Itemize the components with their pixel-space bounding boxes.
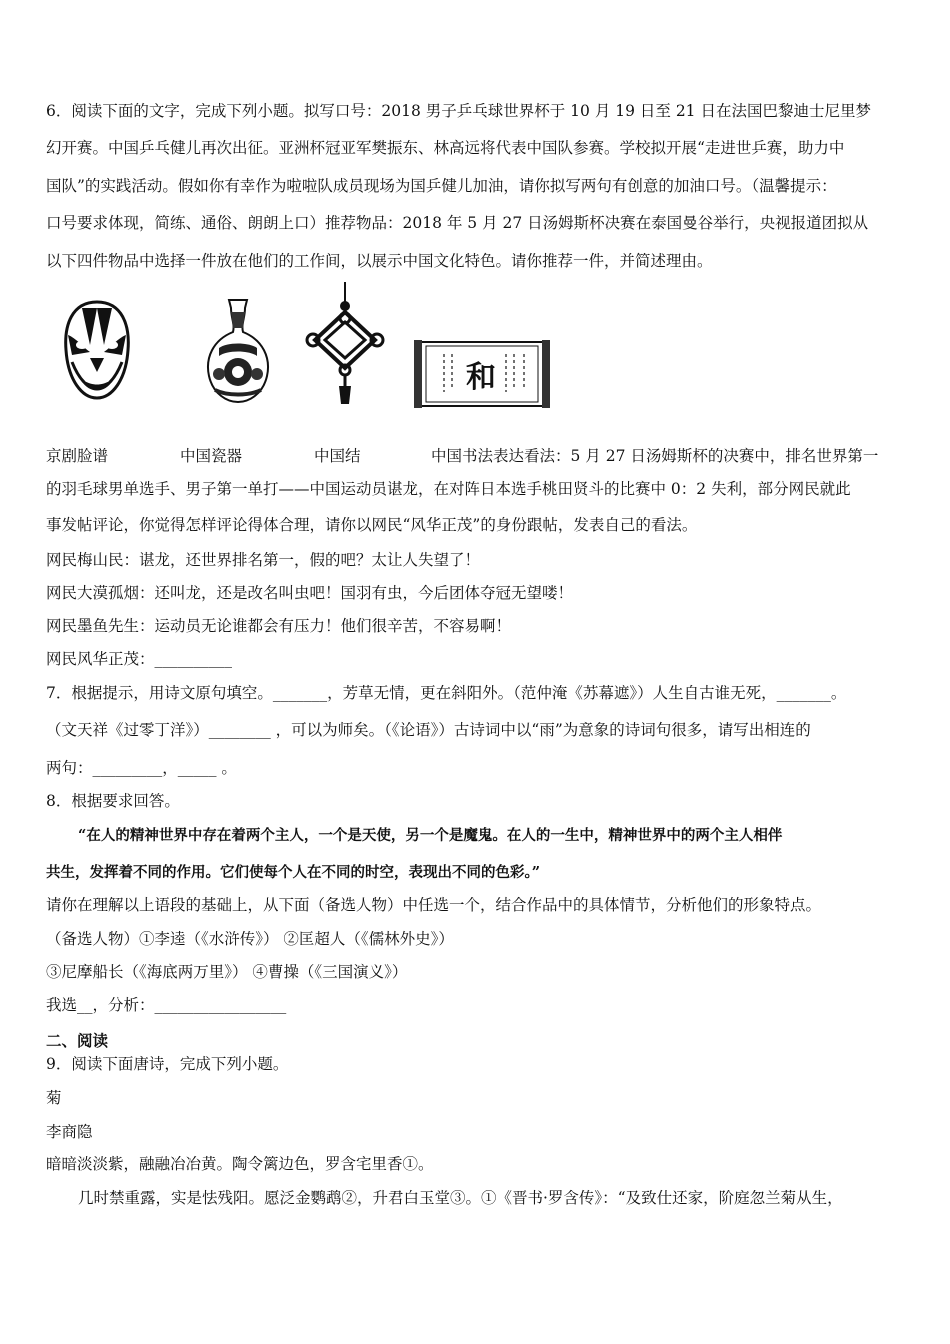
- poem-author: 李商隐: [46, 1123, 93, 1141]
- q6-line-5: 以下四件物品中选择一件放在他们的工作间，以展示中国文化特色。请你推荐一件，并简述理由。: [46, 252, 713, 270]
- porcelain-vase-image: [205, 298, 271, 408]
- caption-calligraphy: 中国书法表达看法：5 月 27 日汤姆斯杯的决赛中，排名世界第一: [431, 447, 879, 465]
- q8-candidates-1: （备选人物）①李逵（《水浒传》） ②匡超人（《儒林外史》）: [46, 930, 454, 948]
- q8-candidates-2: ③尼摩船长（《海底两万里》） ④曹操（《三国演义》）: [46, 963, 408, 981]
- q8-quote-line-2: 共生，发挥着不同的作用。它们使每个人在不同的时空，表现出不同的色彩。”: [46, 864, 541, 881]
- q8-title: 8．根据要求回答。: [46, 792, 180, 810]
- q6-comment-meishanmin: 网民梅山民：谌龙，还世界排名第一，假的吧？太让人失望了！: [46, 551, 481, 569]
- q6-comment-fenghuazhengmao: 网民风华正茂：__________: [46, 650, 233, 668]
- q6-line-1: 6．阅读下面的文字，完成下列小题。拟写口号：2018 男子乒乓球世界杯于 10 月 19 日至 21 日在法国巴黎迪士尼里梦: [46, 102, 871, 120]
- caption-porcelain: 中国瓷器: [180, 447, 243, 465]
- q7-line-3: 两句：_________，_____ 。: [46, 759, 237, 777]
- q6-after-line-1: 的羽毛球男单选手、男子第一单打——中国运动员谌龙，在对阵日本选手桃田贤斗的比赛中 0：2 失利，部分网民就此: [46, 480, 851, 498]
- q6-line-3: 国队”的实践活动。假如你有幸作为啦啦队成员现场为国乒健儿加油，请你拟写两句有创意的加油口号。（温馨提示：: [46, 177, 837, 195]
- q6-line-4: 口号要求体现，简练、通俗、朗朗上口）推荐物品：2018 年 5 月 27 日汤姆斯杯决赛在泰国曼谷举行，央视报道团拟从: [46, 214, 869, 232]
- caption-opera-mask: 京剧脸谱: [46, 447, 109, 465]
- q6-after-line-2: 事发帖评论，你觉得怎样评论得体合理，请你以网民“风华正茂”的身份跟帖，发表自己的看法。: [46, 516, 698, 534]
- q8-answer-line: 我选__，分析：_________________: [46, 996, 287, 1014]
- q6-line-2: 幻开赛。中国乒乓健儿再次出征。亚洲杯冠亚军樊振东、林高远将代表中国队参赛。学校拟开展“走进世乒赛，助力中: [46, 139, 845, 157]
- q7-line-1: 7．根据提示，用诗文原句填空。_______，芳草无情，更在斜阳外。（范仲淹《苏幕遮》）人生自古谁无死，_______。: [46, 684, 847, 702]
- q6-comment-moyuxiansheng: 网民墨鱼先生：运动员无论谁都会有压力！他们很辛苦，不容易啊！: [46, 617, 512, 635]
- section-2-title: 二、阅读: [46, 1031, 109, 1050]
- poem-title: 菊: [46, 1089, 62, 1107]
- q8-line-1: 请你在理解以上语段的基础上，从下面（备选人物）中任选一个，结合作品中的具体情节，分析他们的形象特点。: [46, 896, 822, 914]
- q9-title: 9．阅读下面唐诗，完成下列小题。: [46, 1055, 289, 1073]
- poem-line-2: 几时禁重露，实是怯残阳。愿泛金鹦鹉②，升君白玉堂③。①《晋书·罗含传》：“及致仕还家，阶庭忽兰菊从生，: [78, 1189, 843, 1207]
- calligraphy-scroll-image: [414, 338, 550, 414]
- opera-mask-image: [62, 300, 132, 404]
- chinese-knot-image: [305, 282, 385, 410]
- caption-knot: 中国结: [314, 447, 361, 465]
- q6-comment-damoguyan: 网民大漠孤烟：还叫龙，还是改名叫虫吧！国羽有虫，今后团体夺冠无望喽！: [46, 584, 574, 602]
- q7-line-2: （文天祥《过零丁洋》）________ ，可以为师矣。（《论语》）古诗词中以“雨”为意象的诗词句很多，请写出相连的: [46, 721, 811, 739]
- poem-line-1: 暗暗淡淡紫，融融冶冶黄。陶令篱边色，罗含宅里香①。: [46, 1155, 434, 1173]
- q8-quote-line-1: “在人的精神世界中存在着两个主人，一个是天使，另一个是魔鬼。在人的一生中，精神世界中的两个主人相伴: [78, 827, 783, 844]
- calligraphy-character: 和: [466, 360, 496, 395]
